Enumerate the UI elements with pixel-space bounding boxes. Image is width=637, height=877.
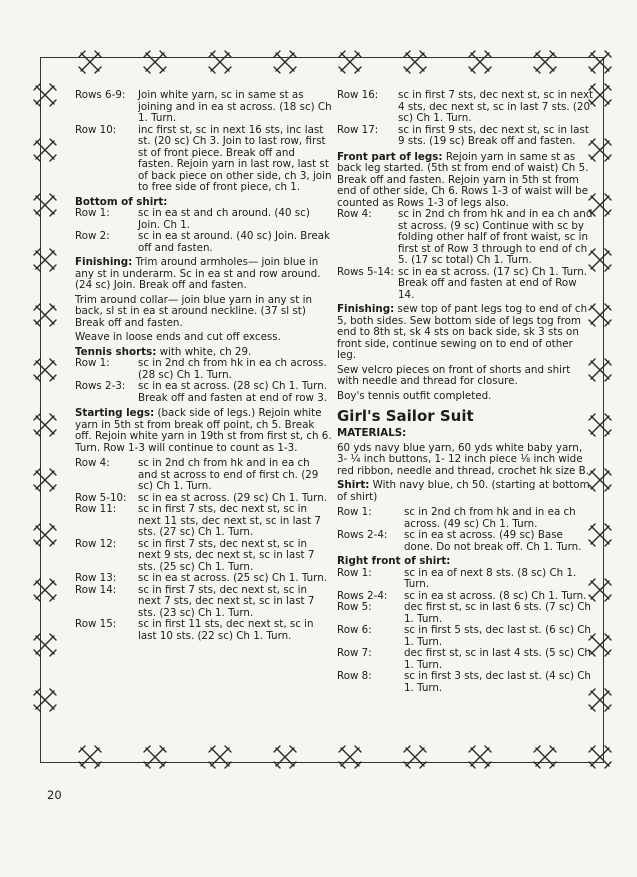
cross-stitch-ornament (531, 743, 559, 771)
instruction-row (75, 358, 332, 381)
shorts-finishing-label: Finishing: (337, 303, 395, 315)
instruction-row (337, 507, 594, 530)
row-label: Row 5-10: (75, 491, 127, 504)
row-instruction: sc in ea st across. (8 sc) Ch 1. Turn. (404, 589, 587, 602)
instruction-row (75, 619, 332, 642)
row-label: Rows 2-4: (337, 589, 388, 602)
row-instruction: sc in ea of next 8 sts. (8 sc) Ch 1. Turn. (404, 566, 577, 590)
row-label: Row 7: (337, 647, 372, 659)
page-number: 20 (47, 788, 62, 802)
cross-stitch-ornament (141, 48, 169, 76)
cross-stitch-ornament (76, 48, 104, 76)
materials-heading: MATERIALS: (337, 427, 407, 439)
instruction-row (75, 585, 332, 620)
row-label: Row 6: (337, 624, 372, 636)
starting-legs-label: Starting legs: (75, 407, 155, 419)
row-instruction: sc in first 11 sts, dec next st, sc in last 10 sts. (22 sc) Ch 1. Turn. (138, 618, 314, 642)
cross-stitch-ornament (271, 48, 299, 76)
instruction-row (337, 209, 594, 267)
row-label: Row 4: (75, 457, 110, 469)
row-label: Row 12: (75, 537, 117, 550)
row-instruction: sc in 2nd ch from hk and in ea ch across. (49 sc) Ch 1. Turn. (404, 506, 576, 530)
row-instruction: Join white yarn, sc in same st as joining and in ea st across. (18 sc) Ch 1. Turn. (138, 89, 332, 124)
instruction-row (337, 90, 594, 125)
cross-stitch-ornament (531, 48, 559, 76)
row-label: Row 13: (75, 572, 117, 584)
cross-stitch-ornament (31, 191, 59, 219)
row-label: Row 1: (337, 506, 372, 518)
row-label: Row 1: (337, 566, 372, 579)
row-label: Row 4: (337, 208, 372, 220)
cross-stitch-ornament (141, 743, 169, 771)
instruction-row (75, 573, 332, 585)
tennis-shorts-label: Tennis shorts: (75, 345, 157, 358)
instruction-row (75, 231, 332, 254)
cross-stitch-ornament (76, 743, 104, 771)
row-instruction: sc in ea st and ch around. (40 sc) Join. Ch 1. (138, 207, 310, 231)
row-instruction: sc in first 7 sts, dec next st, sc in next 11 sts, dec next st, sc in last 7 sts. (27 sc) Ch 1. Turn. (138, 503, 321, 538)
cross-stitch-ornament (31, 356, 59, 384)
right-front-shirt-heading: Right front of shirt: (337, 555, 451, 567)
materials-paragraph: 60 yds navy blue yarn, 60 yds white baby yarn, 3- ¼ inch buttons, 1- 12 inch piece ⅛ inch wide red ribbon, needle and thread, crochet hk size B. (337, 441, 589, 477)
row-label: Row 10: (75, 123, 117, 136)
velcro-paragraph: Sew velcro pieces on front of shorts and shirt with needle and thread for closure. (337, 363, 571, 387)
cross-stitch-ornament (336, 48, 364, 76)
row-label: Row 2: (75, 230, 110, 242)
cross-stitch-ornament (401, 48, 429, 76)
tennis-shorts-text: with white, ch 29. (156, 345, 252, 358)
row-label: Row 15: (75, 618, 117, 630)
row-instruction: sc in ea st around. (40 sc) Join. Break off and fasten. (138, 230, 330, 254)
row-instruction: sc in first 9 sts, dec next st, sc in last 9 sts. (19 sc) Break off and fasten. (398, 123, 589, 147)
row-label: Rows 6-9: (75, 89, 126, 101)
starting-legs-paragraph (75, 408, 332, 454)
row-label: Row 5: (337, 601, 372, 613)
cross-stitch-ornament (401, 743, 429, 771)
row-label: Row 17: (337, 123, 379, 136)
row-label: Row 8: (337, 670, 372, 682)
row-instruction: dec first st, sc in last 4 sts. (5 sc) Ch 1. Turn. (404, 647, 591, 671)
instruction-row (75, 539, 332, 574)
cross-stitch-ornament (31, 686, 59, 714)
cross-stitch-ornament (206, 743, 234, 771)
row-label: Rows 2-4: (337, 529, 388, 541)
instruction-row (75, 381, 332, 404)
instruction-row (337, 568, 594, 591)
cross-stitch-ornament (466, 743, 494, 771)
shirt-text: With navy blue, ch 50. (starting at bottom of shirt) (337, 479, 590, 503)
row-label: Row 1: (75, 357, 110, 369)
cross-stitch-ornament (31, 301, 59, 329)
shirt-label: Shirt: (337, 479, 370, 491)
collar-paragraph: Trim around collar— join blue yarn in any st in back, sl st in ea st around neckline. (37 sl st) Break off and fasten. (75, 293, 312, 329)
row-instruction: sc in 2nd ch from hk in ea ch across. (28 sc) Ch 1. Turn. (138, 357, 327, 381)
row-label: Row 11: (75, 503, 117, 515)
instruction-row (337, 125, 594, 148)
row-label: Rows 2-3: (75, 380, 126, 392)
instruction-row (337, 267, 594, 302)
instruction-row (75, 90, 332, 125)
shorts-finishing-paragraph (337, 304, 594, 362)
finishing-label: Finishing: (75, 256, 133, 268)
row-instruction: sc in 2nd ch from hk and in ea ch and st across. (9 sc) Continue with sc by folding other half of front waist, sc in first st of Row 3 through to end of ch 5. (17 sc total) Ch 1. Turn. (398, 208, 593, 266)
row-instruction: sc in ea st across. (29 sc) Ch 1. Turn. (138, 491, 328, 504)
finishing-text: Trim around armholes— join blue in any st in underarm. Sc in ea st and row around. (24 sc) Join. Break off and fasten. (75, 256, 321, 291)
row-instruction: dec first st, sc in last 6 sts. (7 sc) Ch 1. Turn. (404, 601, 591, 625)
right-column (337, 90, 594, 694)
row-instruction: sc in ea st across. (49 sc) Base done. Do not break off. Ch 1. Turn. (404, 529, 582, 553)
row-label: Rows 5-14: (337, 265, 394, 278)
instruction-row (75, 458, 332, 493)
instruction-row (337, 648, 594, 671)
front-legs-paragraph (337, 152, 594, 210)
instruction-row (337, 530, 594, 553)
cross-stitch-ornament (271, 743, 299, 771)
instruction-row (75, 504, 332, 539)
instruction-row (337, 625, 594, 648)
row-instruction: sc in first 5 sts, dec last st. (6 sc) Ch 1. Turn. (404, 624, 591, 648)
cross-stitch-ornament (466, 48, 494, 76)
bottom-of-shirt-heading: Bottom of shirt: (75, 195, 168, 208)
shorts-finishing-text: sew top of pant legs tog to end of ch 5, both sides. Sew bottom side of legs tog from end to 8th st, sk 4 sts on back side, sk 3 sts on front side, continue sewing on to end of other leg. (337, 303, 588, 361)
front-legs-label: Front part of legs: (337, 150, 443, 163)
row-instruction: sc in first 7 sts, dec next st, sc in next 9 sts, dec next st, sc in last 7 sts. (25 sc) Ch 1. Turn. (138, 537, 315, 573)
row-label: Row 16: (337, 89, 379, 101)
cross-stitch-ornament (31, 411, 59, 439)
sailor-suit-title: Girl's Sailor Suit (337, 407, 474, 425)
finishing-paragraph (75, 257, 332, 292)
left-column (75, 90, 332, 642)
cross-stitch-ornament (31, 246, 59, 274)
cross-stitch-ornament (31, 136, 59, 164)
instruction-row (75, 125, 332, 194)
cross-stitch-ornament (586, 743, 614, 771)
instruction-row (337, 671, 594, 694)
shirt-paragraph (337, 480, 594, 503)
completed-paragraph: Boy's tennis outfit completed. (337, 389, 492, 402)
row-instruction: sc in ea st across. (17 sc) Ch 1. Turn. Break off and fasten at end of Row 14. (398, 265, 588, 301)
cross-stitch-ornament (31, 576, 59, 604)
cross-stitch-ornament (206, 48, 234, 76)
row-instruction: inc first st, sc in next 16 sts, inc last st. (20 sc) Ch 3. Join to last row, first st of front piece. Break off and fasten. Rejoin yarn in last row, last st of back piece on other side, ch 3, join to free side of front piece, ch 1. (138, 123, 332, 193)
cross-stitch-ornament (31, 631, 59, 659)
cross-stitch-ornament (31, 466, 59, 494)
weave-paragraph: Weave in loose ends and cut off excess. (75, 331, 281, 343)
cross-stitch-ornament (31, 81, 59, 109)
row-instruction: sc in first 7 sts, dec next st, sc in next 7 sts, dec next st, sc in last 7 sts. (23 sc) Ch 1. Turn. (138, 583, 315, 619)
cross-stitch-ornament (31, 521, 59, 549)
row-instruction: sc in 2nd ch from hk and in ea ch and st across to end of first ch. (29 sc) Ch 1. Turn. (138, 457, 319, 492)
instruction-row (75, 208, 332, 231)
row-label: Row 1: (75, 207, 110, 219)
row-instruction: sc in first 7 sts, dec next st, sc in next 4 sts, dec next st, sc in last 7 sts. (20 sc) Ch 1. Turn. (398, 89, 594, 124)
row-instruction: sc in ea st across. (28 sc) Ch 1. Turn. Break off and fasten at end of row 3. (138, 380, 328, 404)
row-label: Row 14: (75, 583, 117, 596)
starting-legs-text: (back side of legs.) Rejoin white yarn in 5th st from break off point, ch 5. Break off. Rejoin white yarn in 19th st from first st, ch 6. Turn. Row 1-3 will continue to count as 1-3. (75, 407, 332, 454)
cross-stitch-ornament (336, 743, 364, 771)
front-legs-text: Rejoin yarn in same st as back leg started. (5th st from end of waist) Ch 5. Break off and fasten. Rejoin yarn in 5th st from end of other side, Ch 6. Rows 1-3 of waist will be counted as Rows 1-3 of legs also. (337, 150, 589, 209)
row-instruction: sc in first 3 sts, dec last st. (4 sc) Ch 1. Turn. (404, 670, 591, 694)
instruction-row (337, 602, 594, 625)
cross-stitch-ornament (586, 48, 614, 76)
row-instruction: sc in ea st across. (25 sc) Ch 1. Turn. (138, 572, 328, 584)
